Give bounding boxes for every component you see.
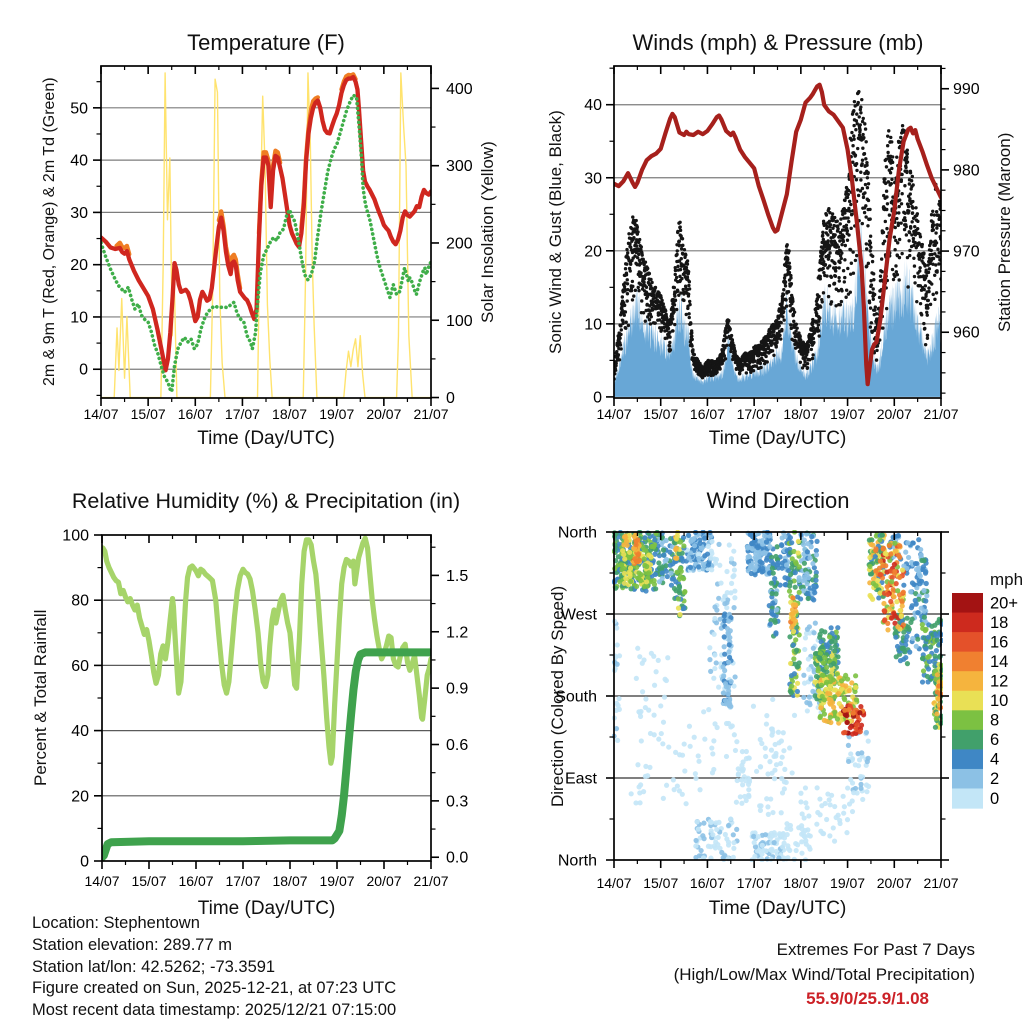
- temperature-yaxis-right-label: Solar Insolation (Yellow): [478, 141, 497, 323]
- footer-location: Location: Stephentown: [32, 914, 200, 932]
- winds-yaxis-left-label: Sonic Wind & Gust (Blue, Black): [546, 110, 565, 354]
- footer-latlon: Station lat/lon: 42.5262; -73.3591: [32, 957, 276, 976]
- extremes-block: [555, 938, 975, 1012]
- humidity-chart-title: Relative Humidity (%) & Precipitation (in): [71, 489, 461, 513]
- footer-elevation: Station elevation: 289.77 m: [32, 935, 232, 954]
- temperature-xaxis-label: Time (Day/UTC): [197, 428, 335, 449]
- temperature-chart-title: Temperature (F): [187, 30, 345, 55]
- station-info-block: [32, 913, 396, 1022]
- winds-yaxis-right-label: Station Pressure (Maroon): [995, 132, 1014, 332]
- winds-xaxis-label: Time (Day/UTC): [708, 428, 847, 449]
- colorbar-unit-label: mph: [990, 570, 1024, 589]
- wind-direction-xaxis-label: Time (Day/UTC): [708, 898, 847, 919]
- wind-direction-chart-title: Wind Direction: [706, 488, 850, 513]
- extremes-subtitle: (High/Low/Max Wind/Total Precipitation): [673, 964, 975, 984]
- footer-timestamp: Most recent data timestamp: 2025/12/21 07:15:00: [32, 1001, 397, 1020]
- winds-chart-title: Winds (mph) & Pressure (mb): [632, 30, 924, 55]
- temperature-yaxis-left-label: 2m & 9m T (Red, Orange) & 2m Td (Green): [41, 77, 58, 387]
- footer-created: Figure created on Sun, 2025-12-21, at 07:23 UTC: [32, 979, 397, 998]
- extremes-values: 55.9/0/25.9/1.08: [806, 989, 929, 1009]
- extremes-title: Extremes For Past 7 Days: [776, 940, 975, 959]
- humidity-xaxis-label: Time (Day/UTC): [197, 898, 336, 919]
- wind-direction-yaxis-label: Direction (Colored By Speed): [548, 585, 567, 807]
- humidity-yaxis-label: Percent & Total Rainfall: [31, 609, 50, 787]
